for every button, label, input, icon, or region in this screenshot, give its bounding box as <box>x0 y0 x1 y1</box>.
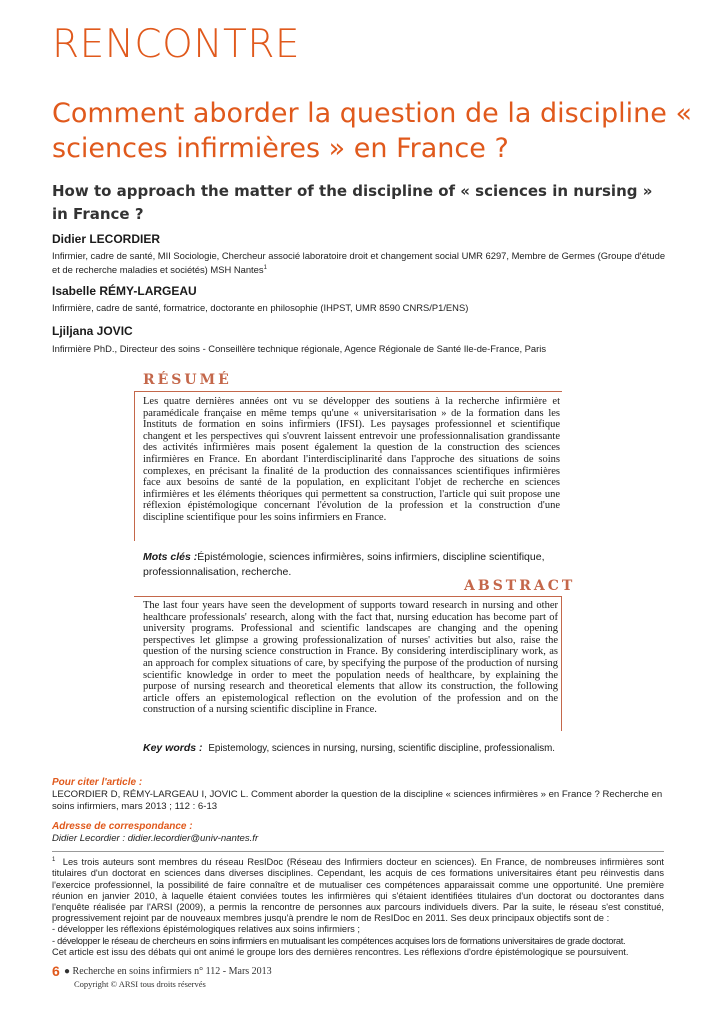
footnote-paragraph <box>52 855 664 924</box>
resume-text: Les quatre dernières années ont vu se développer des soutiens à la recherche infirmière et paramédicale française en même temps qu'une « universitarisation » de la formation dans les Instituts de formation en soins infirmiers (IFSI). Les paysages professionnel et scientifique changent et les perspectives qui s'ouvrent laissent entrevoir une professionnalisation grandissante des activités infirmières mais posent également la question de la construction des sciences infirmières en France. En abordant l'interdisciplinarité dans l'approche des situations de soins complexes, en précisant la finalité de la production des connaissances scientifiques infirmières face aux besoins de santé de la population, en explicitant l'objet de recherche en sciences infirmières et les éléments théoriques qui permettent sa construction, l'article qui suit propose une réflexion épistémologique concernant l'évolution de la profession et la construction d'une discipline scientifique pour les soins infirmiers en France. <box>143 396 560 523</box>
resume-keywords <box>143 550 563 580</box>
keywords-label: Key words : <box>143 742 203 754</box>
copyright: Copyright © ARSI tous droits réservés <box>74 979 206 989</box>
citation-heading: Pour citer l'article : <box>52 777 143 788</box>
author-name: Isabelle RÉMY-LARGEAU <box>52 284 197 298</box>
journal-name: Recherche en soins infirmiers n° 112 - Mars 2013 <box>72 966 272 977</box>
abstract-rule <box>134 596 562 597</box>
bullet-icon: ● <box>64 966 71 977</box>
section-label: RENCONTRE <box>52 22 301 67</box>
footnote-line: Les trois auteurs sont membres du réseau ResIDoc (Réseau des Infirmiers docteur en sciences). En France, de nombreuses infirmières sont titulaires d'un doctorat en sciences dans diverses disciplines. Cependant, les acquis de ces formations universitaires étant peu réinvestis dans l'exercice professionnel, la possibilité de faire connaître et de mutualiser ces compétences apparaissait comme une opportunité. Une première réunion en janvier 2010, à laquelle étaient conviées toutes les infirmières qui s'étaient identifiées titulaires d'un doctorat ou doctorantes dans l'enquête réalisée par l'ARSI (2009), a permis la rencontre de personnes aux parcours individuels divers. Par la suite, le réseau s'est constitué, progressivement rejoint par de nouveaux membres jusqu'à prendre le nom de ResIDoc en 2011. Ses deux principaux objectifs sont de : <box>52 857 665 924</box>
author-affiliation <box>52 249 672 276</box>
abstract-side-rule <box>561 596 562 731</box>
author-affiliation-text: Infirmier, cadre de santé, MII Sociologie, Chercheur associé laboratoire droit et changement social UMR 6297, Membre de Germes (Groupe d'étude et de recherche maladies et sociétés) MSH Nantes <box>52 250 666 276</box>
author-name: Ljiljana JOVIC <box>52 324 133 338</box>
footnote <box>52 855 664 958</box>
citation-text: LECORDIER D, RÉMY-LARGEAU I, JOVIC L. Comment aborder la question de la discipline « sciences infirmières » en France ? Recherche en soins infirmiers, mars 2013 ; 112 : 6-13 <box>52 789 663 812</box>
footnote-rule <box>52 851 664 852</box>
page-number: 6 <box>52 963 60 979</box>
abstract-text: The last four years have seen the development of supports toward research in nursing and other healthcare professionals' research, along with the fact that, nursing education has become part of university programs. Professional and scientific landscapes are changing and the opening perspectives let glimpse a growing professionalization of nurses' activities but also, raise the question of the nursing science construction in France. By considering interdisciplinary work, as an approach for complex situations of care, by specifying the purpose of the production of nursing scientific knowledge in order to meet the population needs of healthcare, by explaining the purpose of nursing research and theoretical elements that allow its construction, the following article offers an epistemological reflection on the evolution of the profession and on the construction of a nursing scientific discipline in France. <box>143 600 558 716</box>
footnote-line: Cet article est issu des débats qui ont animé le groupe lors des dernières rencontres. Les réflexions d'ordre épistémologique se poursuivent. <box>52 946 629 957</box>
abstract-keywords <box>143 741 563 756</box>
resume-heading: RÉSUMÉ <box>143 372 232 388</box>
correspondence-heading: Adresse de correspondance : <box>52 821 193 832</box>
footnote-mark: 1 <box>52 857 56 863</box>
footer-journal <box>64 966 272 977</box>
footnote-mark: 1 <box>263 265 267 271</box>
resume-side-rule <box>134 391 135 541</box>
resume-rule <box>134 391 562 392</box>
footnote-line: - développer les réflexions épistémologiques relatives aux soins infirmiers ; <box>52 924 360 935</box>
author-affiliation: Infirmière PhD., Directeur des soins - Conseillère technique régionale, Agence Régionale de Santé Ile-de-France, Paris <box>52 343 547 354</box>
footnote-line: - développer le réseau de chercheurs en soins infirmiers en mutualisant les compétences acquises lors de formations universitaires de grade doctorat. <box>52 935 626 946</box>
abstract-heading: ABSTRACT <box>464 578 576 594</box>
article-title-en: How to approach the matter of the discipline of « sciences in nursing » in France ? <box>52 182 653 223</box>
article-title-fr: Comment aborder la question de la discipline « sciences infirmières » en France ? <box>52 98 692 164</box>
author-name: Didier LECORDIER <box>52 232 161 246</box>
author-affiliation: Infirmière, cadre de santé, formatrice, doctorante en philosophie (IHPST, UMR 8590 CNRS/P1/ENS) <box>52 302 469 313</box>
keywords-text: Epistemology, sciences in nursing, nursing, scientific discipline, professionalism. <box>208 743 556 754</box>
keywords-label: Mots clés : <box>143 551 198 563</box>
keywords-text: Épistémologie, sciences infirmières, soins infirmiers, discipline scientifique, professionnalisation, recherche. <box>143 551 545 578</box>
correspondence-text: Didier Lecordier : didier.lecordier@univ-nantes.fr <box>52 833 259 844</box>
